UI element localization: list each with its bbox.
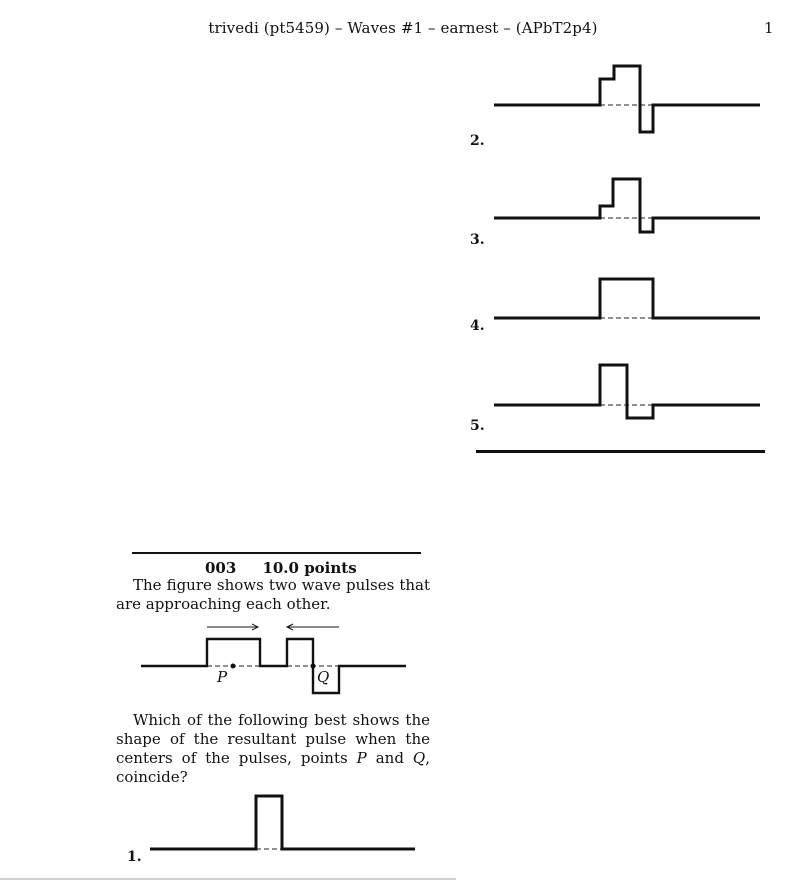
page-number: 1 — [764, 19, 774, 37]
choice-5-label: 5. — [470, 418, 485, 434]
problem-header — [205, 559, 357, 577]
problem-points: 10.0 points — [262, 559, 357, 577]
choice-1-label: 1. — [127, 849, 142, 865]
choice-3-label: 3. — [470, 232, 485, 248]
choice-5-waveform — [494, 365, 760, 418]
point-q-dot — [311, 664, 316, 669]
choice-2-waveform — [494, 66, 760, 132]
left-arrow — [287, 624, 339, 630]
end-of-problem-rule — [476, 450, 765, 453]
problem-intro — [116, 576, 430, 614]
point-p-dot — [231, 664, 236, 669]
problem-number: 003 — [205, 559, 237, 577]
point-p-label: P — [217, 668, 228, 686]
problem-intro-text: The figure shows two wave pulses that are approaching each other. — [116, 576, 430, 613]
choice-4-label: 4. — [470, 318, 485, 334]
question-var-p: P — [356, 749, 367, 767]
two-pulses-waveform — [141, 639, 406, 693]
choice-4-waveform — [494, 279, 760, 318]
question-text-3: , coincide? — [116, 749, 430, 786]
page-header-title: trivedi (pt5459) – Waves #1 – earnest – (APbT2p4) — [208, 19, 598, 37]
right-arrow — [207, 624, 258, 630]
question-text-2: and — [366, 749, 413, 767]
page-bottom-edge — [0, 878, 456, 880]
problem-question — [116, 711, 430, 787]
question-text-1: Which of the following best shows the shape of the resultant pulse when the centers of the pulses, points — [116, 711, 430, 767]
problem-separator-rule — [132, 552, 421, 554]
choice-3-waveform — [494, 179, 760, 232]
choice-1-waveform — [150, 796, 415, 849]
question-var-q: Q — [412, 749, 426, 767]
point-q-label: Q — [317, 668, 330, 686]
choice-2-label: 2. — [470, 133, 485, 149]
